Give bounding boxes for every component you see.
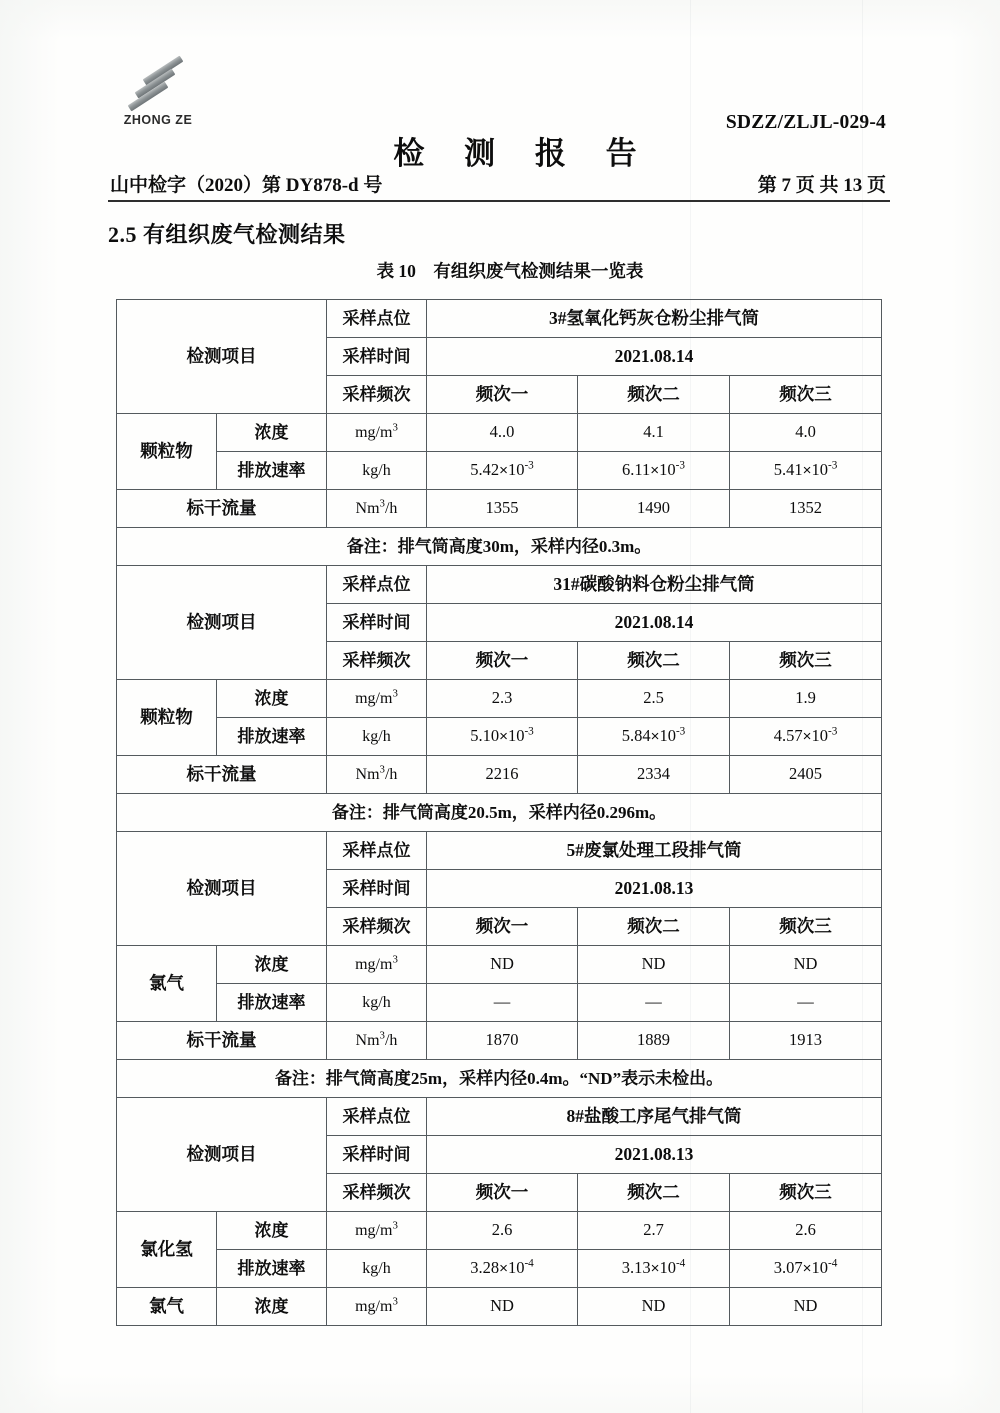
sampling-time-value: 2021.08.13 [427,870,882,908]
sampling-point-label: 采样点位 [327,300,427,338]
frequency-3-header: 频次三 [730,1174,882,1212]
concentration-value-3: 4.0 [730,414,882,452]
parameter-name: 颗粒物 [117,414,217,490]
concentration-label: 浓度 [217,946,327,984]
concentration-value-1: 4..0 [427,414,578,452]
table-row [117,490,882,528]
standard-flow-value-1: 1355 [427,490,578,528]
emission-rate-value-2: — [578,984,730,1022]
results-tables [116,299,881,1326]
sampling-point-label: 采样点位 [327,566,427,604]
concentration-value-1: 2.6 [427,1212,578,1250]
report-title: 检 测 报 告 [393,136,653,171]
emission-rate-value-3: $4.57\times 10^{-3}$ [730,718,882,756]
sampling-frequency-label: 采样频次 [327,1174,427,1212]
extra-concentration-value-3: ND [730,1288,882,1326]
standard-flow-value-3: 1352 [730,490,882,528]
document-number: 山中检字（2020）第 DY878-d 号 [110,175,383,196]
emission-rate-value-2: $6.11\times 10^{-3}$ [578,452,730,490]
standard-flow-label: 标干流量 [117,756,327,794]
emission-rate-unit: kg/h [327,718,427,756]
sampling-point-value: 8#盐酸工序尾气排气筒 [427,1098,882,1136]
table-row [117,1250,882,1288]
detection-item-header: 检测项目 [117,566,327,680]
table-row [117,1022,882,1060]
table-row [117,1288,882,1326]
table-row [117,984,882,1022]
emission-results-table [116,299,882,1326]
concentration-value-1: ND [427,946,578,984]
frequency-2-header: 频次二 [578,376,730,414]
emission-rate-value-3: $5.41\times 10^{-3}$ [730,452,882,490]
sampling-time-label: 采样时间 [327,338,427,376]
table-row [117,566,882,604]
emission-rate-value-2: $3.13\times 10^{-4}$ [578,1250,730,1288]
concentration-unit: $mg/m^3$ [327,680,427,718]
table-row [117,528,882,566]
emission-rate-unit: kg/h [327,452,427,490]
sampling-time-label: 采样时间 [327,870,427,908]
table-row [117,946,882,984]
extra-concentration-label: 浓度 [217,1288,327,1326]
standard-flow-value-2: 1490 [578,490,730,528]
frequency-1-header: 频次一 [427,642,578,680]
table-body [117,300,882,1326]
detection-item-header: 检测项目 [117,1098,327,1212]
frequency-2-header: 频次二 [578,642,730,680]
extra-concentration-value-1: ND [427,1288,578,1326]
sampling-point-value: 5#废氯处理工段排气筒 [427,832,882,870]
extra-concentration-value-2: ND [578,1288,730,1326]
concentration-label: 浓度 [217,414,327,452]
concentration-unit: $mg/m^3$ [327,414,427,452]
table-row [117,794,882,832]
header-divider [108,200,890,202]
concentration-value-3: ND [730,946,882,984]
remark-text: 备注：排气筒高度30m，采样内径0.3m。 [117,528,882,566]
frequency-1-header: 频次一 [427,376,578,414]
detection-item-header: 检测项目 [117,832,327,946]
logo-text: ZHONG ZE [123,113,193,127]
emission-rate-value-2: $5.84\times 10^{-3}$ [578,718,730,756]
sampling-time-label: 采样时间 [327,604,427,642]
concentration-unit: $mg/m^3$ [327,946,427,984]
table-row [117,452,882,490]
standard-flow-value-2: 2334 [578,756,730,794]
page-number: 第 7 页 共 13 页 [757,175,886,196]
parameter-name: 氯化氢 [117,1212,217,1288]
emission-rate-label: 排放速率 [217,1250,327,1288]
frequency-3-header: 频次三 [730,908,882,946]
section-heading: 2.5 有组织废气检测结果 [108,222,346,247]
parameter-name: 颗粒物 [117,680,217,756]
concentration-value-2: 2.7 [578,1212,730,1250]
standard-flow-value-2: 1889 [578,1022,730,1060]
standard-flow-value-3: 2405 [730,756,882,794]
standard-flow-label: 标干流量 [117,490,327,528]
frequency-2-header: 频次二 [578,908,730,946]
standard-flow-value-3: 1913 [730,1022,882,1060]
sampling-point-value: 31#碳酸钠料仓粉尘排气筒 [427,566,882,604]
concentration-label: 浓度 [217,680,327,718]
concentration-value-2: ND [578,946,730,984]
emission-rate-value-1: $5.10\times 10^{-3}$ [427,718,578,756]
sampling-frequency-label: 采样频次 [327,908,427,946]
table-row [117,414,882,452]
table-row [117,300,882,338]
sampling-point-label: 采样点位 [327,832,427,870]
sampling-point-value: 3#氢氧化钙灰仓粉尘排气筒 [427,300,882,338]
sampling-time-label: 采样时间 [327,1136,427,1174]
company-logo [110,64,206,127]
sampling-time-value: 2021.08.14 [427,604,882,642]
concentration-unit: $mg/m^3$ [327,1212,427,1250]
sampling-frequency-label: 采样频次 [327,642,427,680]
table-row [117,680,882,718]
standard-flow-unit: Nm$^3$/h [327,756,427,794]
frequency-1-header: 频次一 [427,908,578,946]
standard-flow-unit: Nm$^3$/h [327,490,427,528]
parameter-name: 氯气 [117,946,217,1022]
table-row [117,1098,882,1136]
extra-concentration-unit: $mg/m^3$ [327,1288,427,1326]
concentration-label: 浓度 [217,1212,327,1250]
standard-flow-unit: Nm$^3$/h [327,1022,427,1060]
standard-flow-value-1: 2216 [427,756,578,794]
table-caption: 表 10 有组织废气检测结果一览表 [376,261,644,281]
table-row [117,718,882,756]
table-row [117,832,882,870]
concentration-value-2: 4.1 [578,414,730,452]
document-code: SDZZ/ZLJL-029-4 [725,112,886,133]
sampling-frequency-label: 采样频次 [327,376,427,414]
concentration-value-3: 1.9 [730,680,882,718]
emission-rate-value-3: $3.07\times 10^{-4}$ [730,1250,882,1288]
frequency-3-header: 频次三 [730,642,882,680]
emission-rate-label: 排放速率 [217,984,327,1022]
concentration-value-3: 2.6 [730,1212,882,1250]
sampling-time-value: 2021.08.14 [427,338,882,376]
detection-item-header: 检测项目 [117,300,327,414]
remark-text: 备注：排气筒高度25m，采样内径0.4m。“ND”表示未检出。 [117,1060,882,1098]
sampling-time-value: 2021.08.13 [427,1136,882,1174]
emission-rate-label: 排放速率 [217,452,327,490]
table-row [117,1060,882,1098]
sampling-point-label: 采样点位 [327,1098,427,1136]
table-row [117,1212,882,1250]
standard-flow-label: 标干流量 [117,1022,327,1060]
frequency-3-header: 频次三 [730,376,882,414]
frequency-1-header: 频次一 [427,1174,578,1212]
emission-rate-value-1: — [427,984,578,1022]
emission-rate-unit: kg/h [327,984,427,1022]
emission-rate-value-1: $5.42\times 10^{-3}$ [427,452,578,490]
concentration-value-2: 2.5 [578,680,730,718]
standard-flow-value-1: 1870 [427,1022,578,1060]
concentration-value-1: 2.3 [427,680,578,718]
emission-rate-value-1: $3.28\times 10^{-4}$ [427,1250,578,1288]
table-row [117,756,882,794]
emission-rate-unit: kg/h [327,1250,427,1288]
frequency-2-header: 频次二 [578,1174,730,1212]
logo-bars-icon [127,64,189,110]
emission-rate-value-3: — [730,984,882,1022]
emission-rate-label: 排放速率 [217,718,327,756]
extra-parameter-name: 氯气 [117,1288,217,1326]
remark-text: 备注：排气筒高度20.5m，采样内径0.296m。 [117,794,882,832]
